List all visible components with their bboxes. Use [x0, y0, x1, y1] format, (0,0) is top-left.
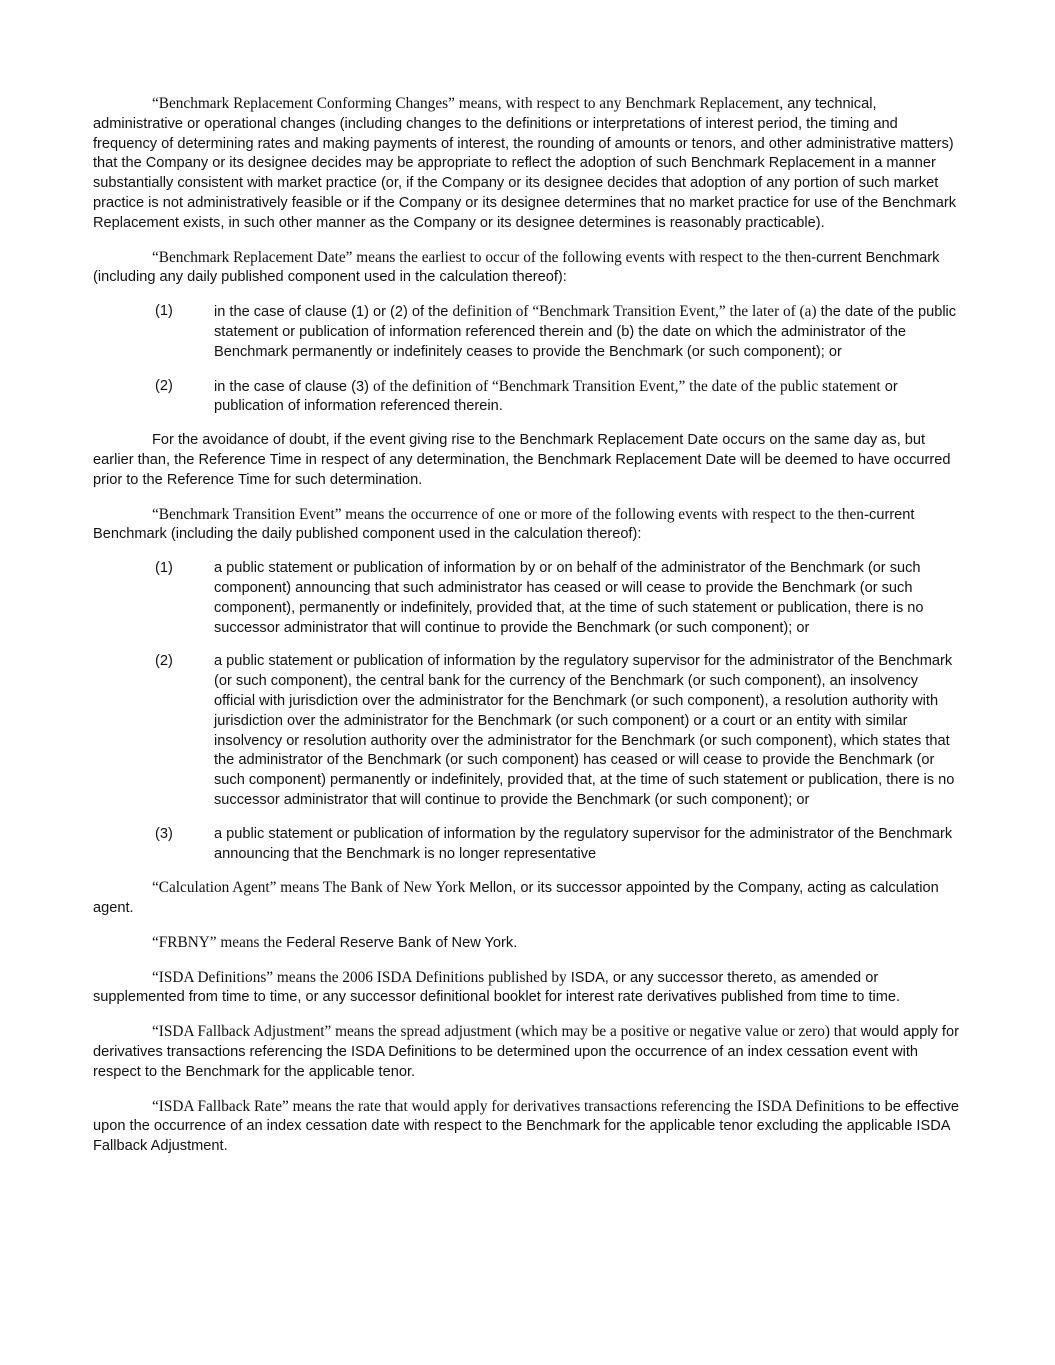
definition-isda-fallback-rate [93, 1097, 961, 1157]
definition-lead: “Benchmark Transition Event” means the occurrence of one or more of the following events with respect to the then- [152, 505, 870, 523]
definition-body: Mellon, or its successor appointed by the Company, acting as calculation agent. [93, 880, 939, 917]
definition-body: any technical, administrative or operational changes (including changes to the definitions or interpretations of interest period, the timing and frequency of determining rates and making payments of interest, the rounding of amounts or tenors, and other administrative matters) that the Company or its designee decides may be appropriate to reflect the adoption of such Benchmark Replacement in a manner substantially consistent with market practice (or, if the Company or its designee decides that adoption of any portion of such market practice is not administratively feasible or if the Company or its designee determines that no market practice for use of the Benchmark Replacement exists, in such other manner as the Company or its designee determines is reasonably practicable). [93, 96, 957, 231]
clause-number: (1) [155, 560, 173, 577]
definition-benchmark-replacement-date [93, 248, 961, 289]
clause-text: in the case of clause (1) or (2) of the [214, 304, 453, 321]
definition-body: current Benchmark (including the daily published component used in the calculation thereof): [93, 506, 915, 543]
definition-lead: “Benchmark Replacement Date” means the earliest to occur of the following events with respect to the then [152, 248, 812, 266]
definition-lead: “Calculation Agent” means The Bank of New York [152, 879, 466, 897]
clause-text: a public statement or publication of information by the regulatory supervisor for the administrator of the Benchmark announcing that the Benchmark is no longer representative [214, 825, 953, 862]
clause-number: (1) [155, 303, 173, 320]
definition-calculation-agent [93, 878, 961, 919]
definition-benchmark-replacement-conforming-changes [93, 94, 961, 234]
clause-item [93, 825, 961, 865]
definition-lead: “ISDA Fallback Rate” means the rate that would apply for derivatives transactions referencing the ISDA Definitions [152, 1097, 865, 1115]
clause-text: a public statement or publication of information by or on behalf of the administrator of the Benchmark (or such component) announcing that such administrator has ceased or will cease to provide the Benchmark (or such component), permanently or indefinitely, provided that, at the time of such statement or publication, there is no successor administrator that will continue to provide the Benchmark (or such component); or [214, 560, 924, 636]
definition-lead: “ISDA Definitions” means the 2006 ISDA Definitions published by [152, 968, 567, 986]
clause-text: the date of the public statement or publication of information referenced therein and (b) the date on which the administrator of the Benchmark permanently or indefinitely ceases to provide the Benchmark (or such component); or [214, 304, 957, 360]
clause-item [93, 302, 961, 362]
definition-lead: “FRBNY” means the [152, 933, 283, 951]
definition-lead: “Benchmark Replacement Conforming Changes” means, with respect to any Benchmark Replacement, [152, 95, 784, 112]
definition-body: -current Benchmark (including any daily published component used in the calculation thereof): [93, 249, 940, 286]
clause-item [93, 652, 961, 810]
clause-text: a public statement or publication of information by the regulatory supervisor for the administrator of the Benchmark (or such component), the central bank for the currency of the Benchmark (or such component), an insolvency official with jurisdiction over the administrator for the Benchmark (or such component), a resolution authority with jurisdiction over the administrator for the Benchmark (or such component) or a court or an entity with similar insolvency or resolution authority over the administrator for the Benchmark (or such component), which states that the administrator of the Benchmark (or such component) has ceased or will cease to provide the Benchmark (or such component) permanently or indefinitely, provided that, at the time of such statement or publication, there is no successor administrator that will continue to provide the Benchmark (or such component); or [214, 653, 955, 808]
clause-item [93, 559, 961, 638]
clause-number: (2) [155, 653, 173, 670]
paragraph-avoidance-of-doubt: For the avoidance of doubt, if the event giving rise to the Benchmark Replacement Date occurs on the same day as, but earlier than, the Reference Time in respect of any determination, the Benchmark Replacement Date will be deemed to have occurred prior to the Reference Time for such determination. [93, 432, 951, 488]
definition-isda-fallback-adjustment [93, 1022, 961, 1082]
clause-item [93, 377, 961, 418]
clause-text: or publication of information referenced therein. [214, 378, 898, 415]
definition-body: would apply for derivatives transactions referencing the ISDA Definitions to be determined upon the occurrence of an index cessation event with respect to the Benchmark for the applicable tenor. [93, 1024, 959, 1080]
clause-text-serif: definition of “Benchmark Transition Event,” the later of (a) [452, 303, 817, 321]
clause-number: (2) [155, 377, 173, 394]
definition-benchmark-transition-event [93, 505, 961, 546]
clause-number: (3) [155, 825, 173, 842]
clause-text: in the case of clause (3) [214, 378, 373, 395]
definition-body: to be effective upon the occurrence of an index cessation date with respect to the Benchmark for the applicable tenor excluding the applicable ISDA Fallback Adjustment. [93, 1098, 960, 1155]
definition-lead: “ISDA Fallback Adjustment” means the spread adjustment (which may be a positive or negative value or zero) that [152, 1023, 857, 1041]
definition-body: Federal Reserve Bank of New York. [282, 934, 518, 951]
definition-isda-definitions [93, 968, 961, 1009]
clause-text-serif: of the definition of “Benchmark Transition Event,” the date of the public statement [373, 377, 881, 395]
definition-frbny [93, 933, 961, 954]
definition-body: ISDA, or any successor thereto, as amended or supplemented from time to time, or any successor definitional booklet for interest rate derivatives published from time to time. [93, 969, 901, 1006]
